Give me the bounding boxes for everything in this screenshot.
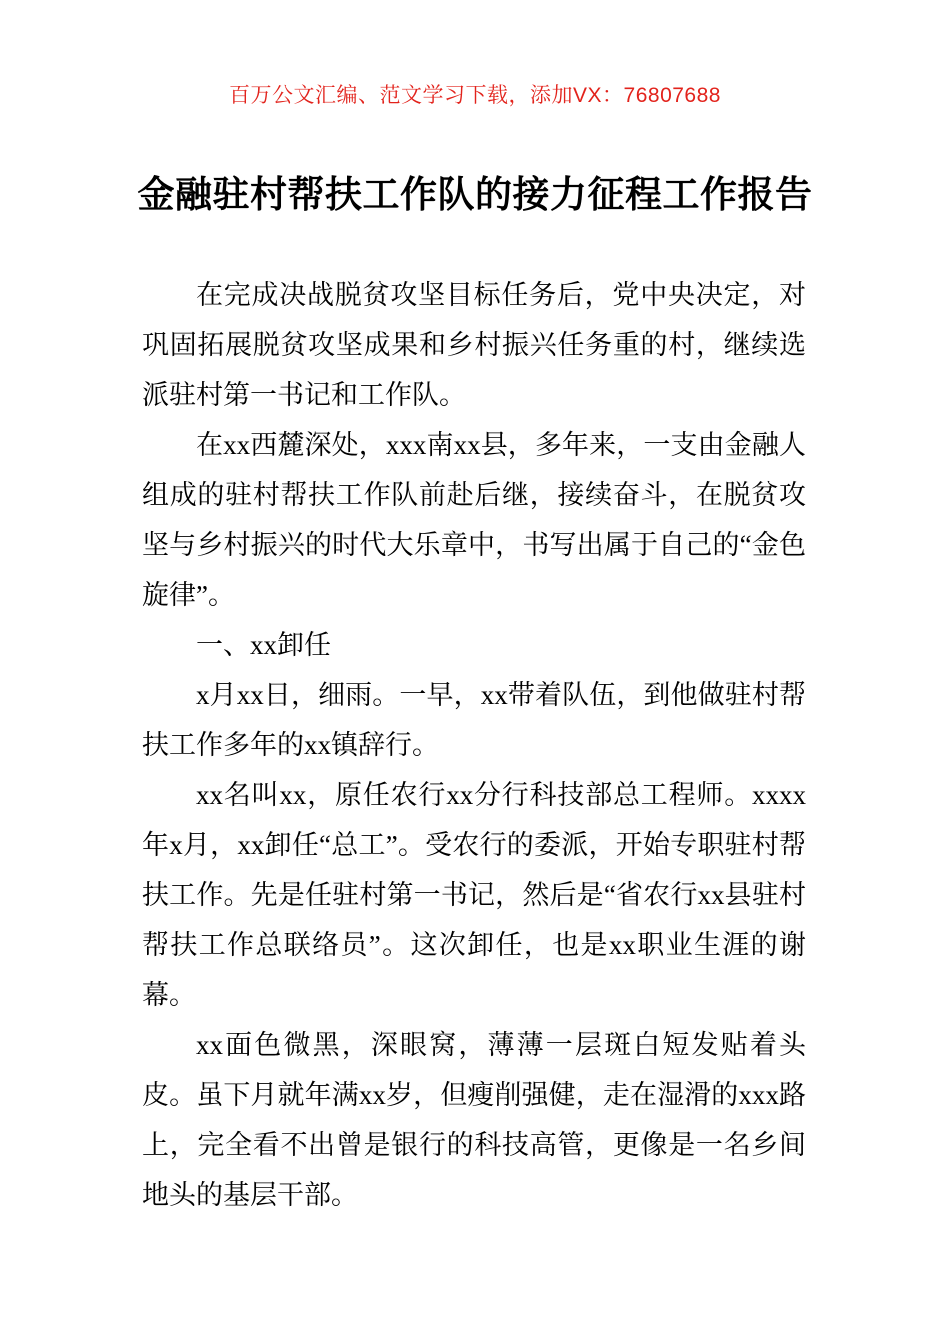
- document-body: [142, 270, 806, 1220]
- paragraph: 在完成决战脱贫攻坚目标任务后，党中央决定，对巩固拓展脱贫攻坚成果和乡村振兴任务重的村，继续选派驻村第一书记和工作队。: [142, 280, 806, 410]
- paragraph: xx名叫xx，原任农行xx分行科技部总工程师。xxxx年x月，xx卸任“总工”。受农行的委派，开始专职驻村帮扶工作。先是任驻村第一书记，然后是“省农行xx县驻村帮扶工作总联络员”。这次卸任，也是xx职业生涯的谢幕。: [142, 780, 806, 1010]
- paragraph: xx面色微黑，深眼窝，薄薄一层斑白短发贴着头皮。虽下月就年满xx岁，但瘦削强健，走在湿滑的xxx路上，完全看不出曾是银行的科技高管，更像是一名乡间地头的基层干部。: [142, 1030, 806, 1210]
- document-title: 金融驻村帮扶工作队的接力征程工作报告: [137, 174, 813, 215]
- section-heading: 一、xx卸任: [196, 630, 331, 660]
- paragraph: 在xx西麓深处，xxx南xx县，多年来，一支由金融人组成的驻村帮扶工作队前赴后继，接续奋斗，在脱贫攻坚与乡村振兴的时代大乐章中，书写出属于自己的“金色旋律”。: [142, 430, 806, 610]
- promo-banner: 百万公文汇编、范文学习下载，添加VX：76807688: [229, 84, 721, 107]
- paragraph: x月xx日，细雨。一早，xx带着队伍，到他做驻村帮扶工作多年的xx镇辞行。: [142, 680, 806, 760]
